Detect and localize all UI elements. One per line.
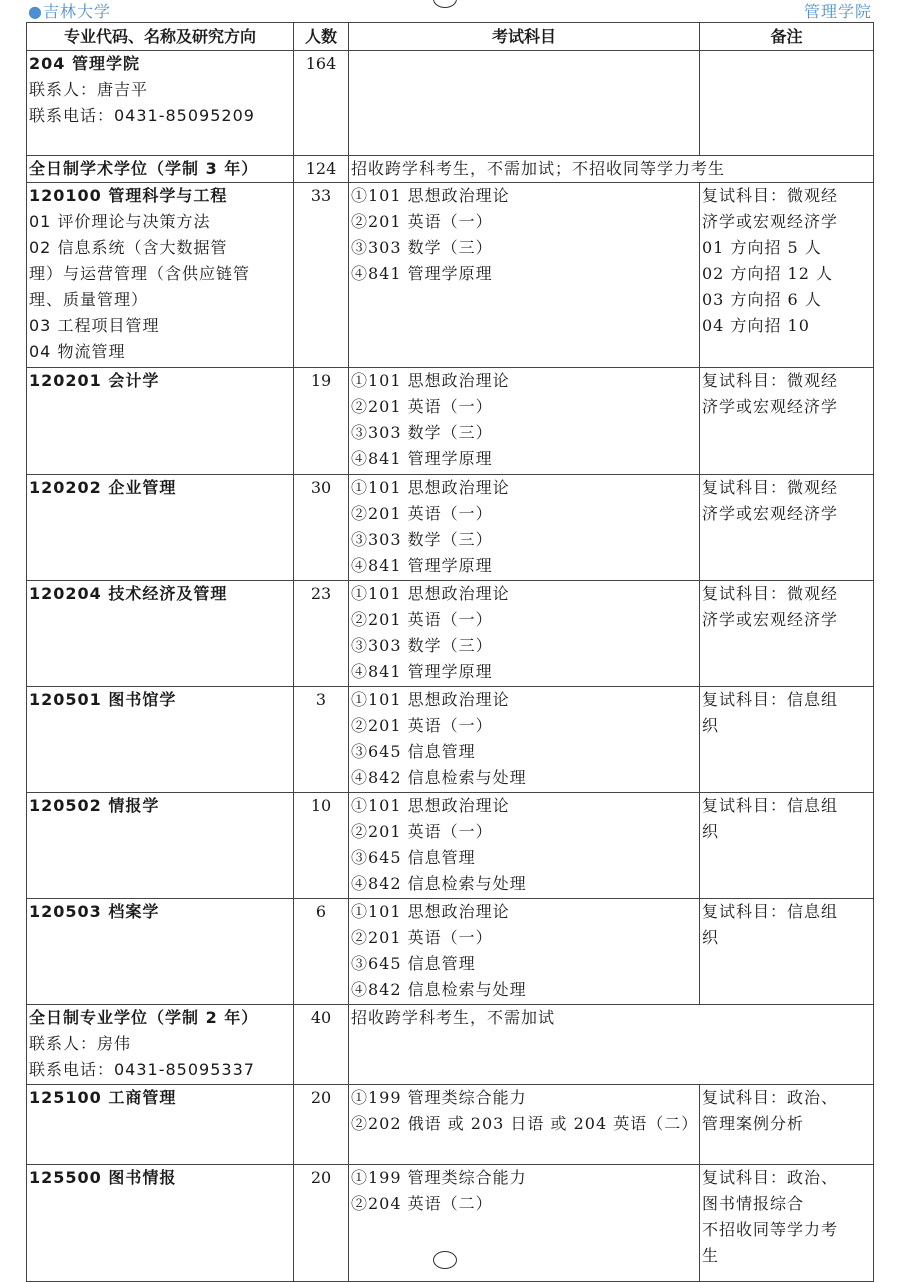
- count-cell: 124: [294, 156, 349, 183]
- count-cell: 3: [294, 687, 349, 793]
- note-line: 04 方向招 10: [702, 316, 810, 335]
- major-code-name: 120503 档案学: [29, 902, 160, 921]
- major-code-name: 全日制学术学位（学制 3 年）: [29, 159, 259, 178]
- notes-cell: [700, 899, 874, 1005]
- note-line: 复试科目：微观经: [702, 186, 839, 205]
- count-cell: 30: [294, 475, 349, 581]
- subject-line: ④842 信息检索与处理: [351, 768, 527, 787]
- notes-cell: [700, 793, 874, 899]
- major-code-name: 120204 技术经济及管理: [29, 584, 228, 603]
- table-row: [27, 1085, 874, 1165]
- subjects-cell: [349, 475, 700, 581]
- policy-text: 招收跨学科考生，不需加试；不招收同等学力考生: [351, 159, 726, 178]
- table-row: [27, 475, 874, 581]
- notes-cell: [700, 1165, 874, 1282]
- notes-cell: [700, 368, 874, 475]
- count-cell: 40: [294, 1005, 349, 1085]
- policy-cell: [349, 1005, 874, 1085]
- major-detail-line: 理、质量管理）: [29, 290, 149, 309]
- major-detail-line: 01 评价理论与决策方法: [29, 212, 211, 231]
- note-line: 复试科目：政治、: [702, 1088, 839, 1107]
- major-detail-line: 03 工程项目管理: [29, 316, 160, 335]
- note-line: 济学或宏观经济学: [702, 610, 839, 629]
- subject-line: ③303 数学（三）: [351, 530, 493, 549]
- table-row: [27, 899, 874, 1005]
- note-line: 管理案例分析: [702, 1114, 805, 1133]
- col-header-subjects: 考试科目: [349, 23, 700, 51]
- col-header-major: 专业代码、名称及研究方向: [27, 23, 294, 51]
- subject-line: ③303 数学（三）: [351, 423, 493, 442]
- binding-hole-bottom: [433, 1251, 457, 1269]
- subject-line: ②201 英语（一）: [351, 716, 493, 735]
- table-row: [27, 156, 874, 183]
- note-line: 01 方向招 5 人: [702, 238, 822, 257]
- header-school: 管理学院: [803, 2, 872, 21]
- subject-line: ④841 管理学原理: [351, 662, 493, 681]
- subject-line: ④841 管理学原理: [351, 449, 493, 468]
- subject-line: ①199 管理类综合能力: [351, 1088, 527, 1107]
- subject-line: ④842 信息检索与处理: [351, 874, 527, 893]
- header-university: ●吉林大学: [28, 2, 111, 21]
- table-row: [27, 793, 874, 899]
- note-line: 济学或宏观经济学: [702, 212, 839, 231]
- subject-line: ④841 管理学原理: [351, 556, 493, 575]
- binding-hole-top: [433, 0, 457, 8]
- subject-line: ②201 英语（一）: [351, 610, 493, 629]
- notes-cell: [700, 183, 874, 368]
- count-cell: 20: [294, 1085, 349, 1165]
- note-line: 复试科目：信息组: [702, 690, 839, 709]
- col-header-notes: 备注: [700, 23, 874, 51]
- subject-line: ③645 信息管理: [351, 848, 476, 867]
- major-cell: [27, 183, 294, 368]
- subject-line: ④842 信息检索与处理: [351, 980, 527, 999]
- major-code-name: 125500 图书情报: [29, 1168, 177, 1187]
- table-body: [27, 51, 874, 1282]
- subjects-cell: [349, 581, 700, 687]
- major-cell: [27, 368, 294, 475]
- subject-line: ③303 数学（三）: [351, 238, 493, 257]
- subject-line: ②202 俄语 或 203 日语 或 204 英语（二）: [351, 1114, 699, 1133]
- note-line: 02 方向招 12 人: [702, 264, 833, 283]
- university-logo-icon: ●: [28, 2, 43, 21]
- subject-line: ②201 英语（一）: [351, 397, 493, 416]
- table-row: [27, 687, 874, 793]
- major-code-name: 120502 情报学: [29, 796, 160, 815]
- major-cell: [27, 581, 294, 687]
- subject-line: ②201 英语（一）: [351, 504, 493, 523]
- notes-cell: [700, 687, 874, 793]
- subject-line: ④841 管理学原理: [351, 264, 493, 283]
- note-line: 复试科目：信息组: [702, 796, 839, 815]
- subjects-cell: [349, 1085, 700, 1165]
- subject-line: ①101 思想政治理论: [351, 478, 510, 497]
- note-line: 济学或宏观经济学: [702, 397, 839, 416]
- notes-cell: [700, 1085, 874, 1165]
- count-cell: 33: [294, 183, 349, 368]
- major-detail-line: 理）与运营管理（含供应链管: [29, 264, 251, 283]
- col-header-count: 人数: [294, 23, 349, 51]
- major-cell: [27, 156, 294, 183]
- note-line: 不招收同等学力考: [702, 1220, 839, 1239]
- major-code-name: 120100 管理科学与工程: [29, 186, 228, 205]
- subject-line: ①101 思想政治理论: [351, 371, 510, 390]
- subjects-cell: [349, 183, 700, 368]
- note-line: 复试科目：信息组: [702, 902, 839, 921]
- major-detail-line: 联系电话：0431-85095209: [29, 106, 255, 125]
- note-line: 复试科目：微观经: [702, 371, 839, 390]
- note-line: 复试科目：微观经: [702, 478, 839, 497]
- subject-line: ②204 英语（二）: [351, 1194, 493, 1213]
- table-row: [27, 183, 874, 368]
- note-line: 复试科目：政治、: [702, 1168, 839, 1187]
- subjects-cell: [349, 368, 700, 475]
- note-line: 03 方向招 6 人: [702, 290, 822, 309]
- subject-line: ①101 思想政治理论: [351, 902, 510, 921]
- count-cell: 6: [294, 899, 349, 1005]
- major-detail-line: 02 信息系统（含大数据管: [29, 238, 228, 257]
- note-line: 济学或宏观经济学: [702, 504, 839, 523]
- major-detail-line: 联系电话：0431-85095337: [29, 1060, 255, 1079]
- major-cell: [27, 687, 294, 793]
- note-line: 图书情报综合: [702, 1194, 805, 1213]
- subject-line: ①101 思想政治理论: [351, 690, 510, 709]
- notes-cell: [700, 581, 874, 687]
- note-line: 生: [702, 1246, 720, 1265]
- count-cell: 19: [294, 368, 349, 475]
- note-line: 复试科目：微观经: [702, 584, 839, 603]
- count-cell: 20: [294, 1165, 349, 1282]
- table-row: [27, 1005, 874, 1085]
- note-line: 织: [702, 822, 720, 841]
- subjects-cell: [349, 687, 700, 793]
- subject-line: ①101 思想政治理论: [351, 186, 510, 205]
- major-cell: [27, 793, 294, 899]
- major-cell: [27, 899, 294, 1005]
- subject-line: ③303 数学（三）: [351, 636, 493, 655]
- major-code-name: 125100 工商管理: [29, 1088, 177, 1107]
- subject-line: ①199 管理类综合能力: [351, 1168, 527, 1187]
- major-detail-line: 联系人：唐吉平: [29, 80, 149, 99]
- subject-line: ②201 英语（一）: [351, 928, 493, 947]
- subject-line: ③645 信息管理: [351, 954, 476, 973]
- count-cell: 10: [294, 793, 349, 899]
- count-cell: 23: [294, 581, 349, 687]
- count-cell: 164: [294, 51, 349, 156]
- note-line: 织: [702, 928, 720, 947]
- admission-table: [26, 22, 874, 1282]
- subjects-cell: [349, 793, 700, 899]
- major-cell: [27, 1005, 294, 1085]
- major-code-name: 204 管理学院: [29, 54, 140, 73]
- policy-cell: [349, 156, 874, 183]
- major-cell: [27, 475, 294, 581]
- subject-line: ②201 英语（一）: [351, 212, 493, 231]
- major-detail-line: 联系人：房伟: [29, 1034, 132, 1053]
- note-line: 织: [702, 716, 720, 735]
- major-cell: [27, 51, 294, 156]
- table-row: [27, 368, 874, 475]
- major-code-name: 120501 图书馆学: [29, 690, 177, 709]
- major-detail-line: 04 物流管理: [29, 342, 126, 361]
- table-row: [27, 51, 874, 156]
- table-row: [27, 581, 874, 687]
- notes-cell: [700, 475, 874, 581]
- subjects-cell: [349, 899, 700, 1005]
- table-header-row: [27, 23, 874, 51]
- subject-line: ③645 信息管理: [351, 742, 476, 761]
- major-code-name: 120202 企业管理: [29, 478, 177, 497]
- subjects-cell: [349, 1165, 700, 1282]
- policy-text: 招收跨学科考生，不需加试: [351, 1008, 556, 1027]
- subject-line: ①101 思想政治理论: [351, 584, 510, 603]
- major-cell: [27, 1085, 294, 1165]
- subject-line: ②201 英语（一）: [351, 822, 493, 841]
- major-code-name: 120201 会计学: [29, 371, 160, 390]
- notes-cell: [700, 51, 874, 156]
- subject-line: ①101 思想政治理论: [351, 796, 510, 815]
- major-code-name: 全日制专业学位（学制 2 年）: [29, 1008, 259, 1027]
- subjects-cell: [349, 51, 700, 156]
- major-cell: [27, 1165, 294, 1282]
